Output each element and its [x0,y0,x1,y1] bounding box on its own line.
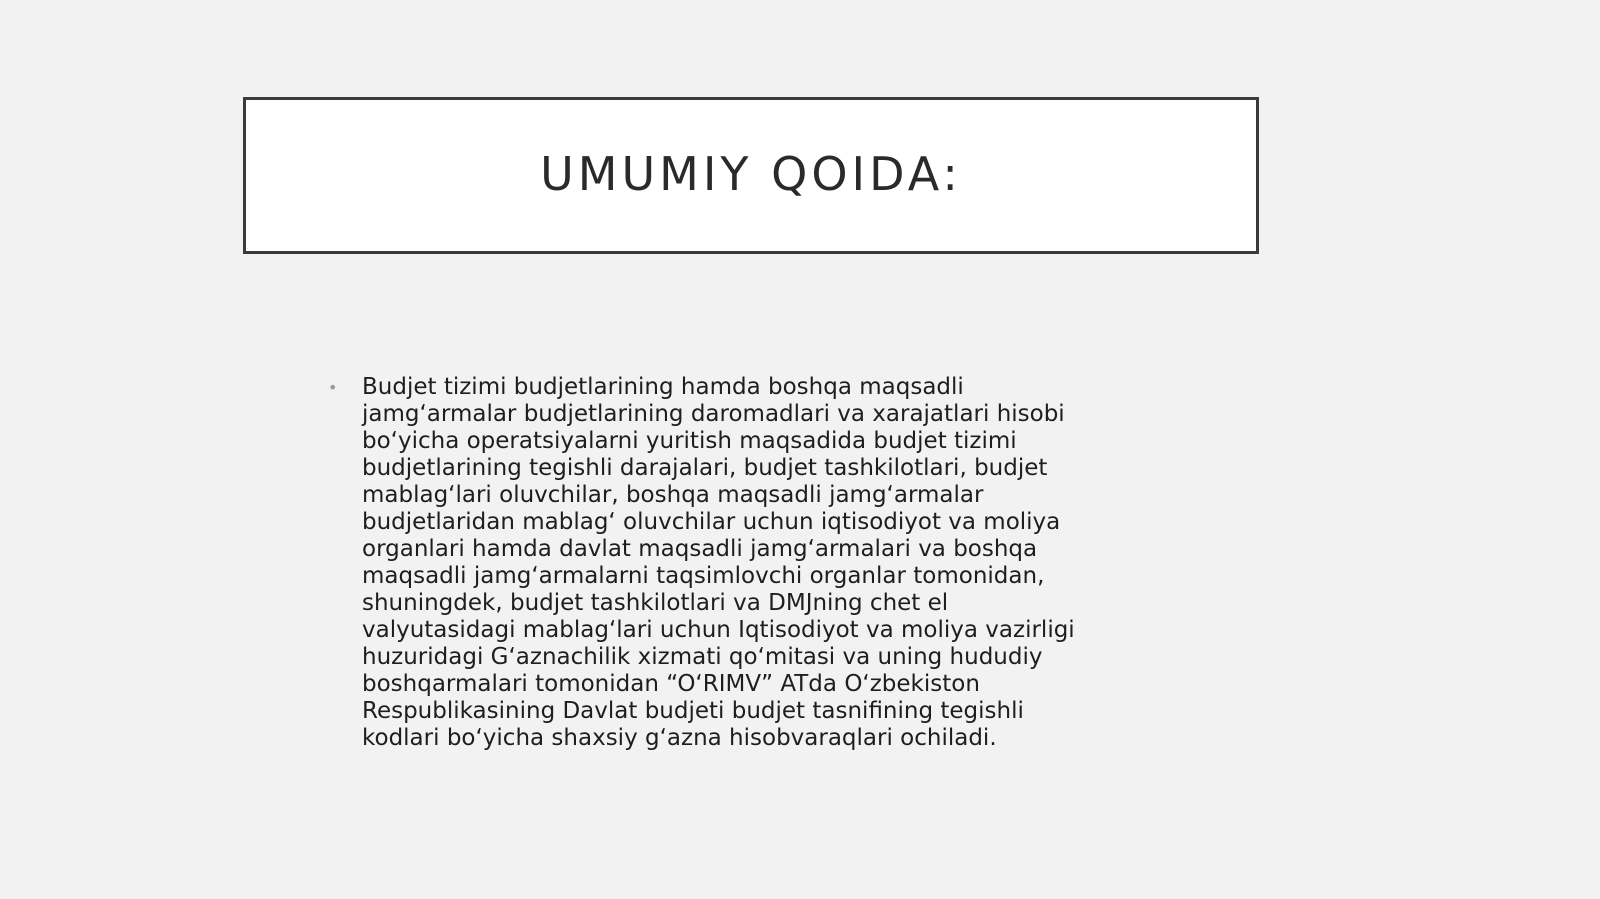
bullet-marker-icon: • [328,378,338,397]
slide-content [328,374,1088,752]
slide-title: UMUMIY QOIDA: [540,146,962,201]
bullet-item [328,374,1088,752]
title-box [243,97,1259,254]
bullet-text: Budjet tizimi budjetlarining hamda boshqa maqsadli jamg‘armalar budjetlarining daromadlari va xarajatlari hisobi bo‘yicha operatsiyalarni yuritish maqsadida budjet tizimi budjetlarining tegishli darajalari, budjet tashkilotlari, budjet mablag‘lari oluvchilar, boshqa maqsadli jamg‘armalar budjetlaridan mablag‘ oluvchilar uchun iqtisodiyot va moliya organlari hamda davlat maqsadli jamg‘armalari va boshqa maqsadli jamg‘armalarni taqsimlovchi organlar tomonidan, shuningdek, budjet tashkilotlari va DMJning chet el valyutasidagi mablag‘lari uchun Iqtisodiyot va moliya vazirligi huzuridagi G‘aznachilik xizmati qo‘mitasi va uning hududiy boshqarmalari tomonidan “O‘RIMV” ATda O‘zbekiston Respublikasining Davlat budjeti budjet tasnifining tegishli kodlari bo‘yicha shaxsiy g‘azna hisobvaraqlari ochiladi. [362,374,1075,751]
